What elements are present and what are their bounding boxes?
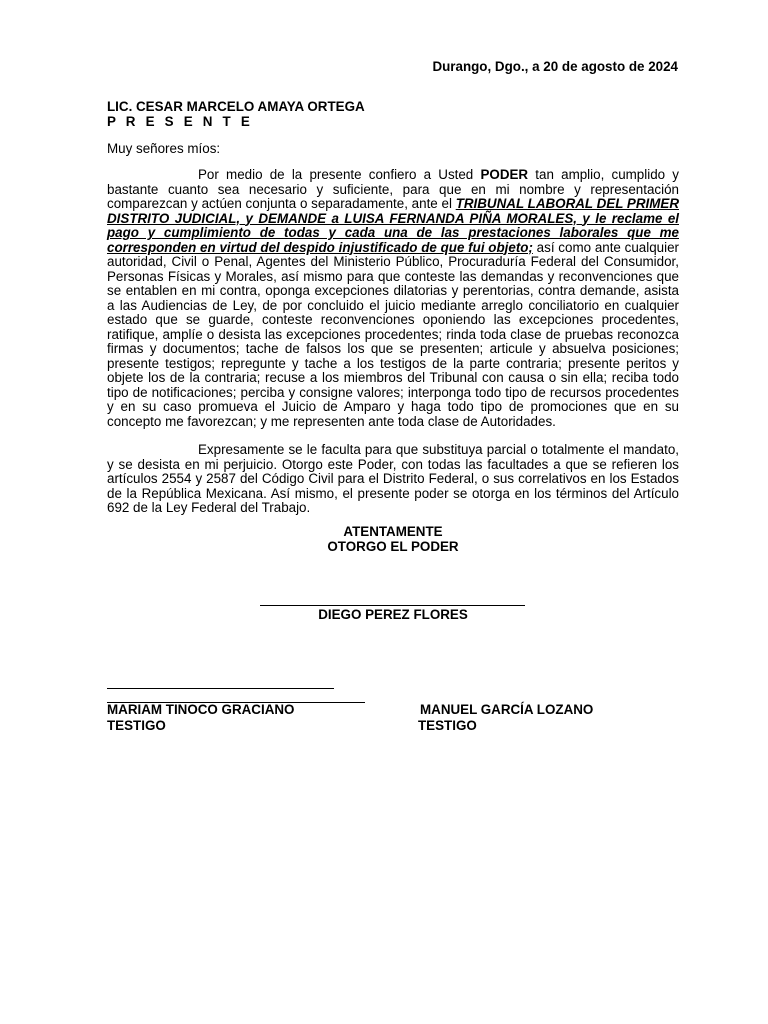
witness-1-role: TESTIGO	[107, 717, 166, 733]
para1-poder: PODER	[480, 167, 529, 182]
para1-rest: así como ante cualquier autoridad, Civil o Penal, Agentes del Ministerio Público, Procuraduría Federal del Consumidor, Personas Físicas y Morales, así mismo para que conteste las demandas y reconvenciones que se entablen en mi contra, oponga excepciones dilatorias y perentorias, contra demande, asista a las Audiencias de Ley, de por concluido el juicio mediante arreglo conciliatorio en cualquier estado que se guarde, conteste reconvenciones oponiendo las excepciones procedentes, ratifique, amplíe o desista las excepciones procedentes; rinda toda clase de pruebas reconozca firmas y documentos; tache de falsos los que se presenten; articule y absuelva posiciones; presente testigos; repregunte y tache a los testigos de la parte contraria; presente peritos y objete los de la contraria; recuse a los miembros del Tribunal con causa o sin ella; reciba todo tipo de notificaciones; perciba y consigne valores; interponga todo tipo de recursos procedentes y en su caso promueva el Juicio de Amparo y haga todo tipo de promociones que en su concepto me favorezcan; y me representen ante toda clase de Autoridades.	[107, 239, 679, 429]
witness-signature-line	[107, 688, 334, 689]
witness-2-name: MANUEL GARCÍA LOZANO	[420, 702, 594, 717]
salutation: Muy señores míos:	[107, 141, 221, 156]
dateline: Durango, Dgo., a 20 de agosto de 2024	[432, 59, 678, 74]
para1-part2: tan amplio, cumplido y bastante cuanto sea necesario y suficiente, para que en mi nombre y representación comparezcan y actúen conjunta o separadamente, ante el	[107, 167, 679, 211]
body-paragraph-2	[107, 443, 679, 516]
witness-1-name: MARIAM TINOCO GRACIANO	[107, 702, 295, 717]
addressee-name: LIC. CESAR MARCELO AMAYA ORTEGA	[107, 99, 365, 114]
signatory-name: DIEGO PEREZ FLORES	[318, 607, 468, 622]
body-paragraph-1	[107, 168, 679, 429]
closing-block	[107, 524, 679, 554]
para1-intro: Por medio de la presente confiero a Usted	[198, 167, 481, 182]
para2-text: Expresamente se le faculta para que substituya parcial o totalmente el mandato, y se desista en mi perjuicio. Otorgo este Poder, con todas las facultades a que se refieren los artículos 2554 y 2587 del Código Civil para el Distrito Federal, o sus correlativos en los Estados de la República Mexicana. Así mismo, el presente poder se otorga en los términos del Artículo 692 de la Ley Federal del Trabajo.	[107, 442, 679, 515]
closing-line-1: ATENTAMENTE	[343, 524, 443, 539]
signature-line	[260, 605, 525, 606]
closing-line-2: OTORGO EL PODER	[327, 539, 459, 554]
addressee-presente: P R E S E N T E	[107, 114, 253, 129]
witness-2-role: TESTIGO	[418, 717, 477, 733]
witness-block-2	[420, 702, 593, 733]
para1-emphasis: TRIBUNAL LABORAL DEL PRIMER DISTRITO JUDICIAL, y DEMANDE a LUISA FERNANDA PIÑA MORALES, y le reclame el pago y cumplimiento de todas y cada una de las prestaciones laborales que me corresponden en virtud del despido injustificado de que fui objeto;	[107, 196, 679, 255]
addressee-block	[107, 99, 365, 129]
witness-block-1	[107, 702, 294, 733]
